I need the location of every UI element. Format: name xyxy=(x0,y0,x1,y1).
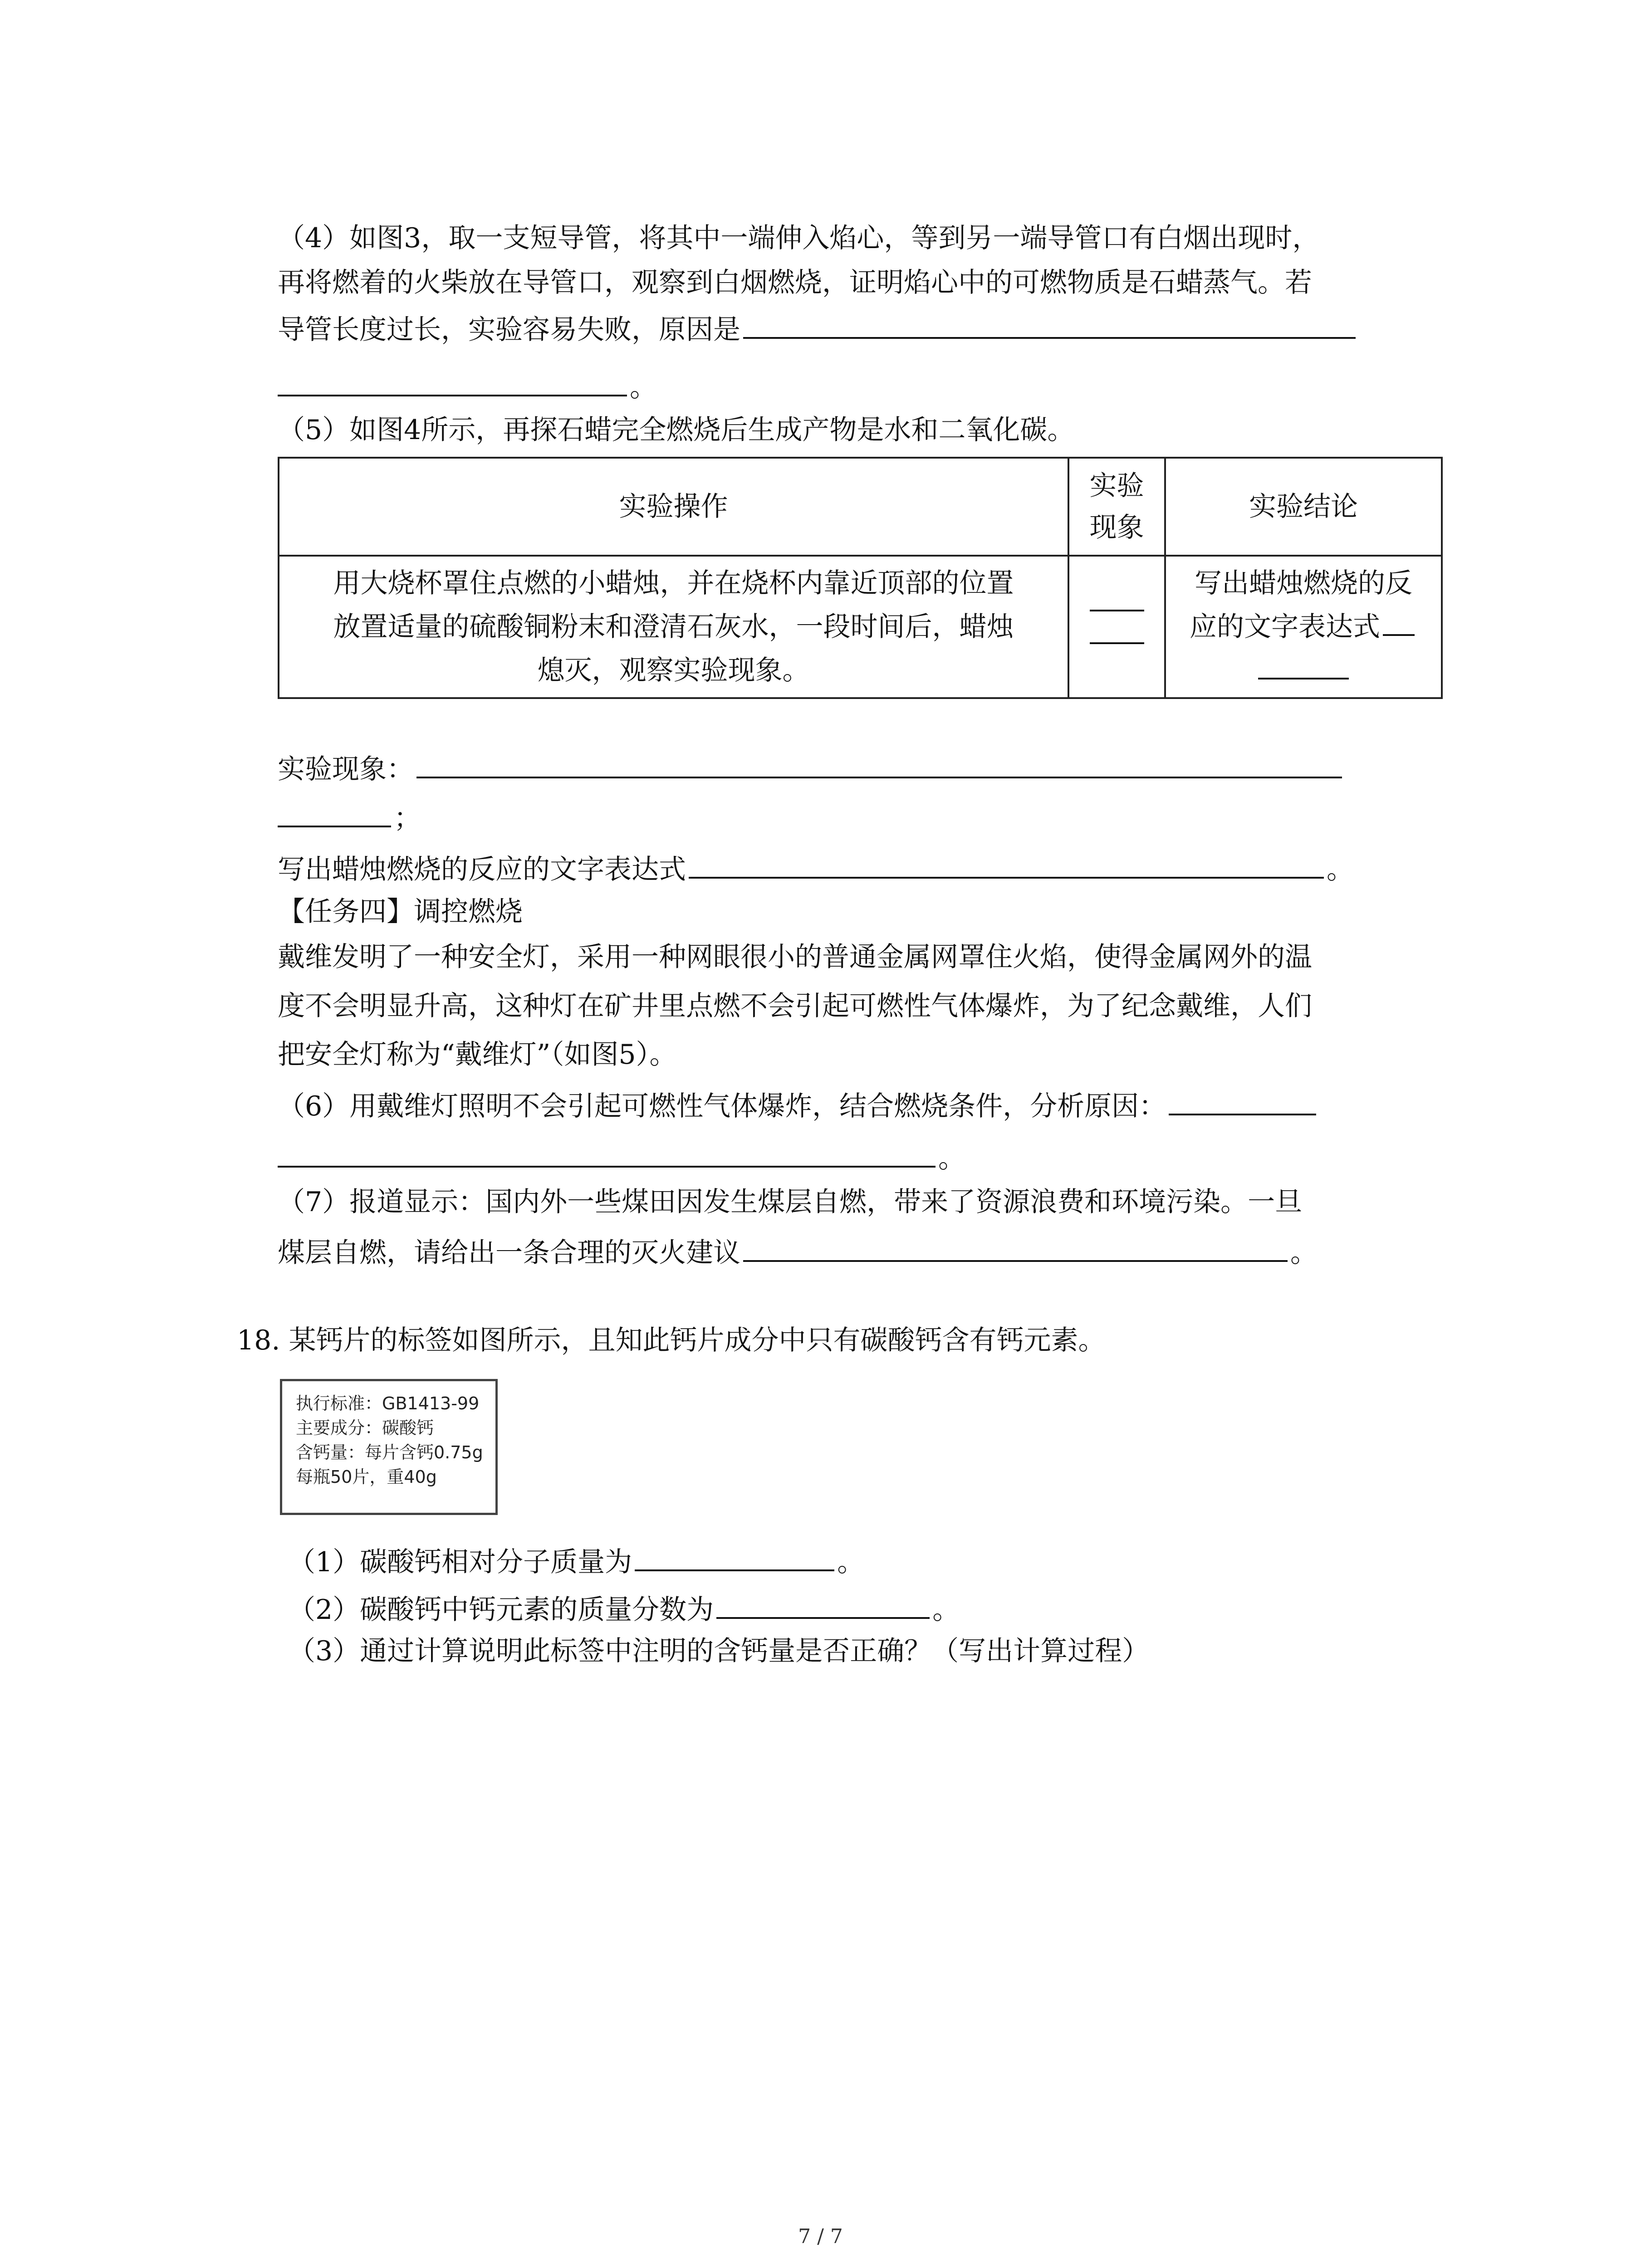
q7-line-2 xyxy=(278,1233,1318,1271)
q18-sub-2-text: （2）碳酸钙中钙元素的质量分数为 xyxy=(288,1594,714,1626)
task4-paragraph-line-2: 度不会明显升高，这种灯在矿井里点燃不会引起可燃性气体爆炸，为了纪念戴维，人们 xyxy=(278,990,1312,1022)
operation-line-2: 放置适量的硫酸铜粉末和澄清石灰水，一段时间后，蜡烛 xyxy=(333,611,1014,643)
phenomenon-label: 实验现象： xyxy=(278,753,414,785)
task4-title: 【任务四】调控燃烧 xyxy=(278,896,523,928)
q7-line-1: （7）报道显示：国内外一些煤田因发生煤层自燃，带来了资源浪费和环境污染。一旦 xyxy=(278,1186,1303,1218)
q18-sub-1 xyxy=(288,1542,864,1580)
header-operation: 实验操作 xyxy=(619,491,728,523)
label-line-standard: 执行标准：GB1413-99 xyxy=(296,1393,480,1413)
task4-paragraph-line-3: 把安全灯称为“戴维灯”（如图5）。 xyxy=(278,1039,677,1070)
conclusion-blank-1[interactable] xyxy=(1383,607,1415,636)
conclusion-cell xyxy=(1166,557,1441,697)
conclusion-line-1: 写出蜡烛燃烧的反 xyxy=(1195,567,1412,599)
phenomenon-blank-1[interactable] xyxy=(1090,610,1144,611)
operation-cell xyxy=(279,557,1068,697)
operation-line-3: 熄灭，观察实验现象。 xyxy=(537,655,810,686)
q18-sub-2-end: 。 xyxy=(932,1594,960,1626)
q7-question-text: 煤层自燃，请给出一条合理的灭火建议 xyxy=(278,1237,740,1269)
phenomenon-end: ； xyxy=(394,802,421,834)
equation-label: 写出蜡烛燃烧的反应的文字表达式 xyxy=(278,854,686,885)
q7-line-end: 。 xyxy=(1290,1237,1318,1269)
q4-question-text: 导管长度过长，实验容易失败，原因是 xyxy=(278,314,740,346)
q18-sub-2 xyxy=(288,1590,960,1628)
q6-line-2 xyxy=(278,1139,965,1177)
q6-line-1 xyxy=(278,1086,1319,1124)
q4-answer-blank-2[interactable] xyxy=(278,367,627,396)
q18-sub-3: （3）通过计算说明此标签中注明的含钙量是否正确？（写出计算过程） xyxy=(288,1635,1150,1667)
conclusion-line-2: 应的文字表达式 xyxy=(1190,605,1417,649)
header-conclusion: 实验结论 xyxy=(1249,491,1358,523)
phenomenon-blank-2[interactable] xyxy=(1090,642,1144,644)
phenomenon-cell[interactable] xyxy=(1069,557,1164,697)
header-phenomenon-line-2: 现象 xyxy=(1089,512,1144,543)
q5-intro: （5）如图4所示，再探石蜡完全燃烧后生成产物是水和二氧化碳。 xyxy=(278,414,1075,446)
header-phenomenon-line-1: 实验 xyxy=(1089,470,1144,502)
q4-answer-blank-1[interactable] xyxy=(743,310,1356,339)
phenomenon-answer-blank-1[interactable] xyxy=(416,749,1342,778)
q18-sub-2-blank[interactable] xyxy=(716,1590,930,1619)
q4-line-end: 。 xyxy=(630,371,657,403)
header-phenomenon xyxy=(1069,459,1164,555)
q4-line-1: （4）如图3，取一支短导管，将其中一端伸入焰心，等到另一端导管口有白烟出现时， xyxy=(278,222,1320,254)
task4-paragraph-line-1: 戴维发明了一种安全灯，采用一种网眼很小的普通金属网罩住火焰，使得金属网外的温 xyxy=(278,941,1312,973)
q18-sub-1-blank[interactable] xyxy=(635,1542,834,1571)
equation-end: 。 xyxy=(1327,854,1354,885)
q6-answer-blank-1[interactable] xyxy=(1169,1086,1316,1115)
equation-line xyxy=(278,850,1354,888)
q4-line-3 xyxy=(278,310,1358,348)
calcium-tablet-label xyxy=(280,1379,498,1515)
q6-line-end: 。 xyxy=(938,1143,965,1174)
conclusion-line-3 xyxy=(1255,649,1352,692)
equation-answer-blank[interactable] xyxy=(689,850,1324,879)
q4-line-2: 再将燃着的火柴放在导管口，观察到白烟燃烧，证明焰心中的可燃物质是石蜡蒸气。若 xyxy=(278,267,1312,298)
q6-question-text: （6）用戴维灯照明不会引起可燃性气体爆炸，结合燃烧条件，分析原因： xyxy=(278,1090,1166,1122)
q7-answer-blank[interactable] xyxy=(743,1233,1288,1262)
phenomenon-answer-blank-2[interactable] xyxy=(278,798,391,827)
label-line-ingredient: 主要成分：碳酸钙 xyxy=(296,1418,434,1438)
label-line-calcium-content: 含钙量：每片含钙0.75g xyxy=(296,1442,483,1462)
phenomenon-line xyxy=(278,749,1345,787)
page-number: 7 / 7 xyxy=(798,2225,843,2248)
q18-sub-1-end: 。 xyxy=(837,1546,865,1578)
q18-sub-1-text: （1）碳酸钙相对分子质量为 xyxy=(288,1546,632,1578)
experiment-table xyxy=(278,457,1443,699)
operation-line-1: 用大烧杯罩住点燃的小蜡烛，并在烧杯内靠近顶部的位置 xyxy=(333,567,1014,599)
conclusion-blank-2[interactable] xyxy=(1258,650,1349,679)
q6-answer-blank-2[interactable] xyxy=(278,1139,936,1168)
q4-line-4 xyxy=(278,367,657,406)
label-line-bottle-spec: 每瓶50片，重40g xyxy=(296,1467,437,1487)
q18-stem: 18. 某钙片的标签如图所示，且知此钙片成分中只有碳酸钙含有钙元素。 xyxy=(237,1325,1106,1356)
phenomenon-line-2 xyxy=(278,798,421,836)
